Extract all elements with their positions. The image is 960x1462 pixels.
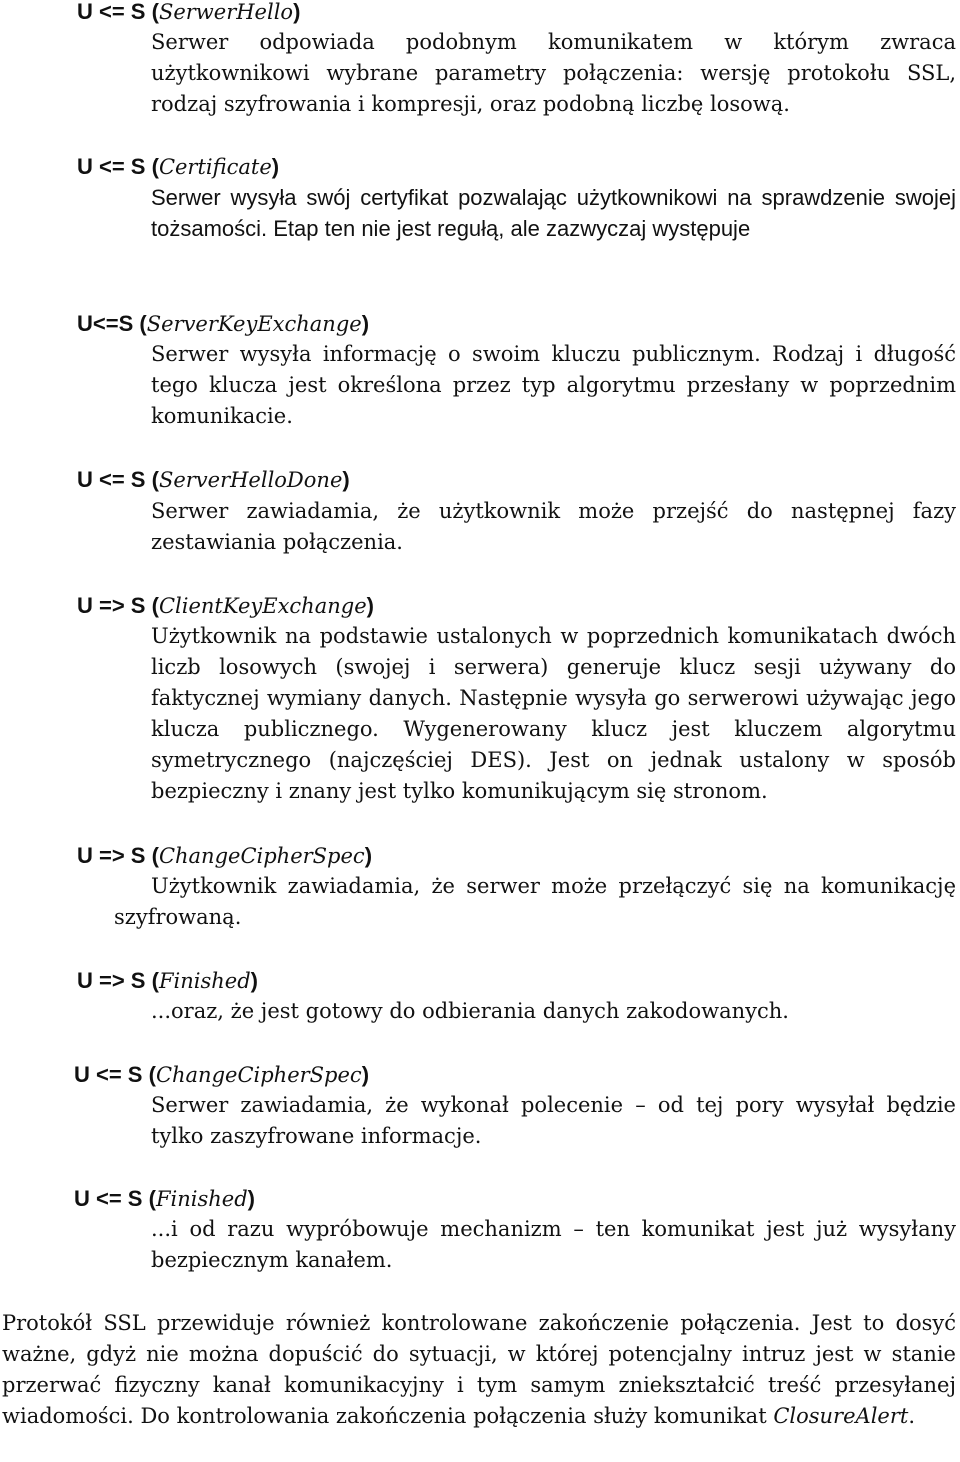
entry-direction: U => S: [77, 968, 146, 993]
entry-direction: U <= S: [77, 0, 146, 24]
closing-text: Protokół SSL przewiduje również kontrolowane zakończenie połączenia. Jest to dosyć ważne, gdyż nie można dopuścić do sytuacji, w której potencjalny intruz jest w stanie przerwać fizyczny kanał komunikacyjny i tym samym zniekształcić treść przesyłanej wiadomości. Do kontrolowania zakończenia połączenia służy komunikat: [2, 1311, 956, 1428]
entry-direction: U <= S: [77, 467, 146, 492]
entry-heading: U <= S (ServerHelloDone): [77, 467, 350, 492]
entry-heading: U <= S (ChangeCipherSpec): [74, 1062, 370, 1087]
closing-term: ClosureAlert: [773, 1404, 909, 1428]
entry-heading: U => S (Finished): [77, 968, 258, 993]
entry-message-name: ClientKeyExchange: [158, 594, 367, 618]
entry-description: Użytkownik na podstawie ustalonych w poprzednich komunikatach dwóch liczb losowych (swojej i serwera) generuje klucz sesji używany do faktycznej wymiany danych. Następnie wysyła go serwerowi używając jego klucza publicznego. Wygenerowany klucz jest kluczem algorytmu symetrycznego (najczęściej DES). Jest on jednak ustalony w sposób bezpieczny i znany jest tylko komunikującym się stronom.: [151, 624, 956, 803]
entry-message-name: Certificate: [158, 155, 272, 179]
entry-heading: U => S (ChangeCipherSpec): [77, 843, 373, 868]
entry-direction: U<=S: [77, 311, 134, 336]
entry-message-name: ServerHelloDone: [158, 468, 343, 492]
entry-description: Serwer zawiadamia, że wykonał polecenie – od tej pory wysyłał będzie tylko zaszyfrowane informacje.: [151, 1093, 956, 1148]
entry-heading: U <= S (Finished): [74, 1186, 255, 1211]
entry-description: Serwer wysyła swój certyfikat pozwalając użytkownikowi na sprawdzenie swojej tożsamości. Etap ten nie jest regułą, ale zazwyczaj występuje: [151, 185, 956, 241]
entry-message-name: SerwerHello: [158, 0, 294, 24]
entry-heading: U <= S (SerwerHello): [77, 0, 301, 24]
entry-heading: U<=S (ServerKeyExchange): [77, 311, 370, 336]
entry-description: Serwer wysyła informację o swoim kluczu publicznym. Rodzaj i długość tego klucza jest określona przez typ algorytmu przesłany w poprzednim komunikacie.: [151, 342, 956, 428]
entry-message-name: ChangeCipherSpec: [155, 1063, 362, 1087]
entry-message-name: Finished: [155, 1187, 248, 1211]
entry-heading: U => S (ClientKeyExchange): [77, 593, 374, 618]
entry-message-name: Finished: [158, 969, 251, 993]
entry-description: Serwer zawiadamia, że użytkownik może przejść do następnej fazy zestawiania połączenia.: [151, 499, 956, 554]
closing-end: .: [908, 1404, 915, 1428]
entry-direction: U <= S: [74, 1062, 143, 1087]
entry-description: Serwer odpowiada podobnym komunikatem w którym zwraca użytkownikowi wybrane parametry połączenia: wersję protokołu SSL, rodzaj szyfrowania i kompresji, oraz podobną liczbę losową.: [151, 30, 956, 116]
entry-direction: U <= S: [77, 154, 146, 179]
entry-message-name: ChangeCipherSpec: [158, 844, 365, 868]
entry-message-name: ServerKeyExchange: [146, 312, 362, 336]
entry-direction: U <= S: [74, 1186, 143, 1211]
entry-description: Użytkownik zawiadamia, że serwer może przełączyć się na komunikację szyfrowaną.: [114, 874, 956, 929]
entry-description: ...oraz, że jest gotowy do odbierania danych zakodowanych.: [151, 999, 789, 1023]
entry-description: ...i od razu wypróbowuje mechanizm – ten komunikat jest już wysyłany bezpiecznym kanałem.: [151, 1217, 956, 1272]
entry-direction: U => S: [77, 593, 146, 618]
entry-heading: U <= S (Certificate): [77, 154, 280, 179]
closing-paragraph: [2, 1308, 956, 1432]
entry-direction: U => S: [77, 843, 146, 868]
